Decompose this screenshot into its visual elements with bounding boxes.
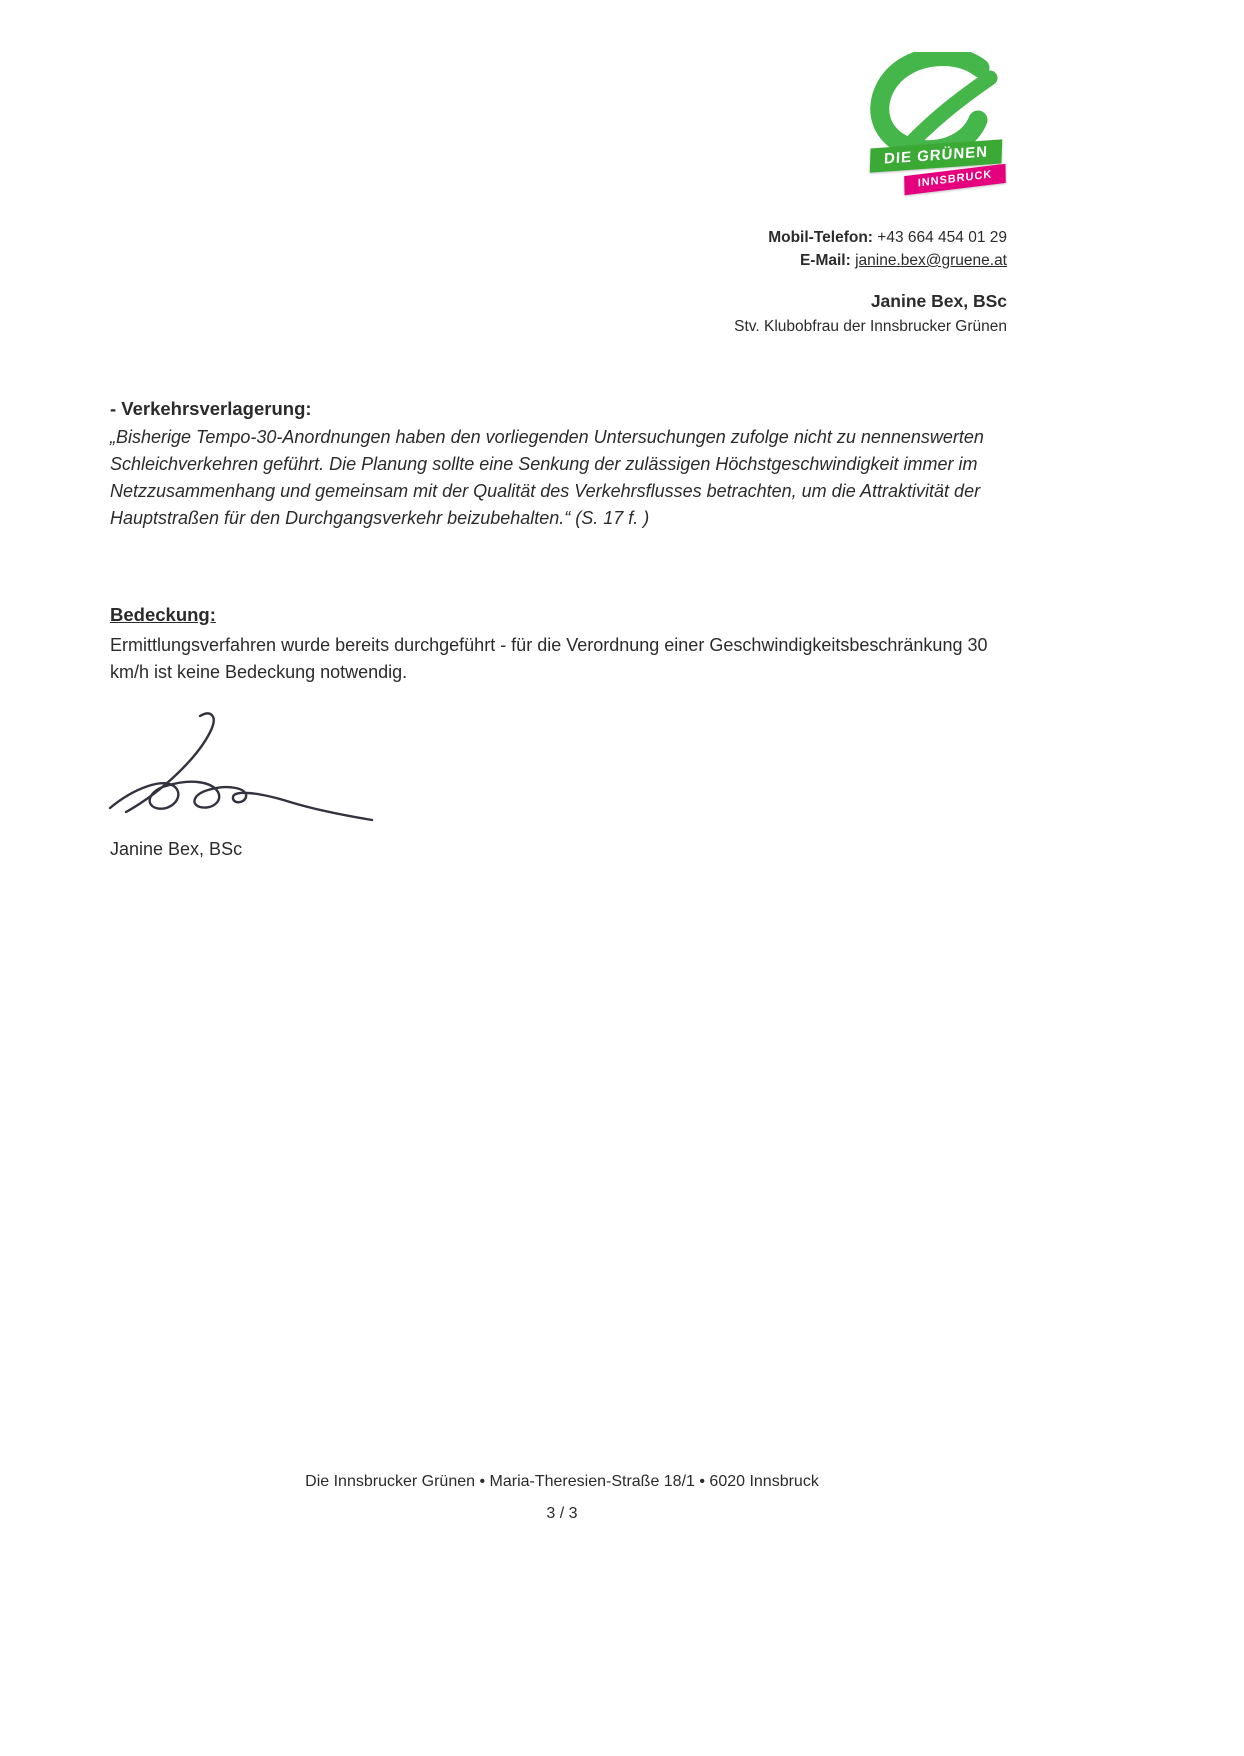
contact-block <box>734 226 1007 338</box>
contact-name: Janine Bex, BSc <box>870 291 1007 311</box>
footer-address: Die Innsbrucker Grünen • Maria-Theresien-Straße 18/1 • 6020 Innsbruck <box>305 1473 819 1490</box>
gruene-g-icon <box>852 52 1012 152</box>
contact-role: Stv. Klubobfrau der Innsbrucker Grünen <box>734 318 1007 335</box>
email-label: E-Mail: <box>799 252 851 269</box>
phone-line <box>734 226 1007 249</box>
signature-icon <box>100 708 380 833</box>
letter-body <box>110 398 1008 860</box>
phone-label: Mobil-Telefon: <box>768 229 873 246</box>
page-number: 3 / 3 <box>546 1505 578 1522</box>
email-link[interactable]: janine.bex@gruene.at <box>855 252 1007 269</box>
bedeckung-paragraph: Ermittlungsverfahren wurde bereits durchgeführt - für die Verordnung einer Geschwindigkeitsbeschränkung 30 km/h ist keine Bedeckung notwendig. <box>110 635 988 682</box>
section-title-bedeckung: Bedeckung: <box>110 604 216 625</box>
phone-value: +43 664 454 01 29 <box>877 229 1007 246</box>
logo-banner-die-gruenen: DIE GRÜNEN <box>870 139 1003 172</box>
page-footer <box>0 1470 1124 1526</box>
handwritten-signature <box>100 708 380 833</box>
logo-banner-innsbruck: INNSBRUCK <box>904 164 1006 196</box>
section-title-verkehrsverlagerung: - Verkehrsverlagerung: <box>110 398 312 419</box>
email-line <box>734 249 1007 272</box>
gruene-logo <box>852 52 1012 197</box>
signature-name: Janine Bex, BSc <box>110 839 243 859</box>
quote-paragraph: „Bisherige Tempo-30-Anordnungen haben den vorliegenden Untersuchungen zufolge nicht zu nennenswerten Schleichverkehren geführt. Die Planung sollte eine Senkung der zulässigen Höchstgeschwindigkeit immer im Netzzusammenhang und gemeinsam mit der Qualität des Verkehrsflusses betrachten, um die Attraktivität der Hauptstraßen für den Durchgangsverkehr beizubehalten.“ (S. 17 f. ) <box>110 427 984 528</box>
